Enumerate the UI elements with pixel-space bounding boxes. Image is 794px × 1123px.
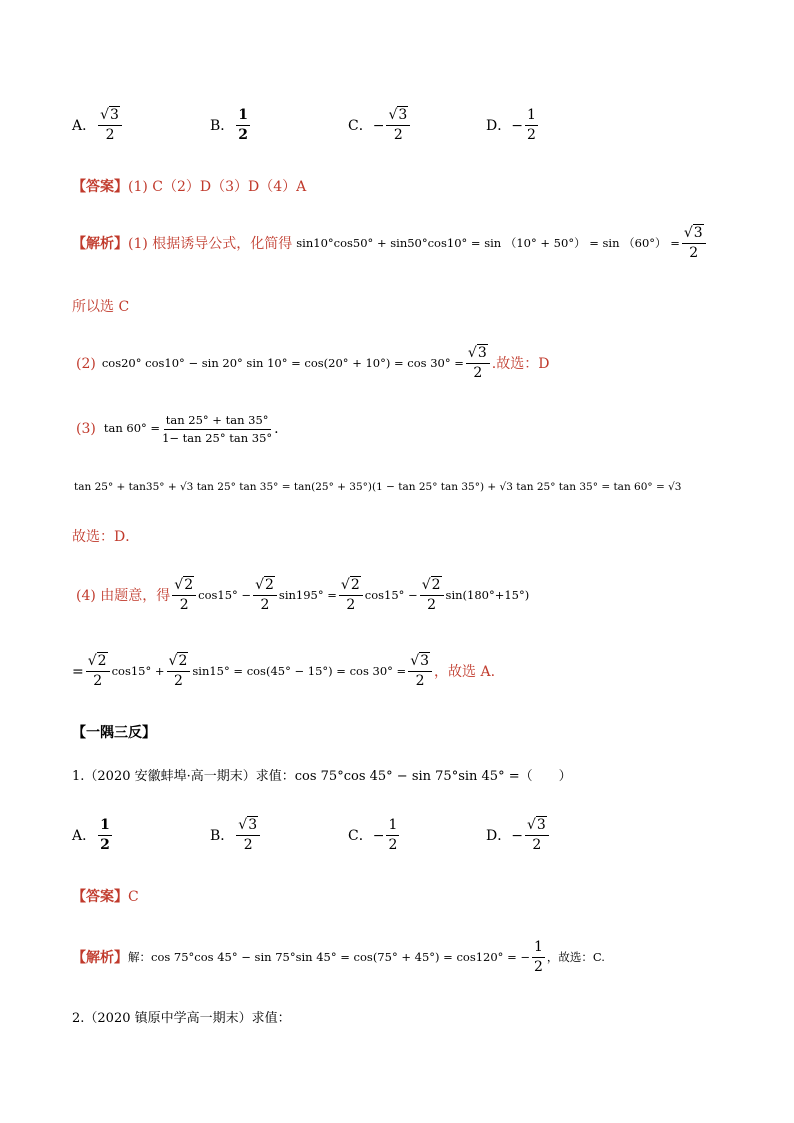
denominator: 2 bbox=[415, 673, 425, 690]
term: sin195° = bbox=[278, 588, 337, 603]
sqrt-radicand: 3 bbox=[110, 107, 119, 123]
denominator: 2 bbox=[427, 597, 437, 614]
question-1-stem: 1.（2020 安徽蚌埠·高一期末）求值：cos 75°cos 45° − sin 75°sin 45° =（ ） bbox=[72, 769, 572, 784]
step-end: . bbox=[274, 421, 279, 438]
numerator: 1 bbox=[98, 818, 112, 836]
step-suffix: ，故选 A. bbox=[434, 663, 496, 680]
fraction bbox=[236, 108, 250, 144]
denominator: 2 bbox=[93, 673, 103, 690]
term: cos15° − bbox=[198, 588, 252, 603]
fraction bbox=[532, 940, 545, 976]
analysis-tag: 【解析】 bbox=[72, 949, 128, 966]
fraction bbox=[386, 818, 399, 854]
minus-sign: − bbox=[511, 117, 523, 134]
sqrt-radicand: 2 bbox=[431, 577, 441, 593]
sqrt-radicand: 3 bbox=[693, 225, 703, 241]
term: cos15° + bbox=[111, 664, 165, 679]
step-prefix: (2) bbox=[76, 355, 96, 372]
fraction bbox=[525, 108, 538, 144]
denominator: 2 bbox=[532, 837, 542, 854]
fraction: $\frac{√3}{2}$ bbox=[236, 818, 260, 854]
analysis-text: 解：cos 75°cos 45° − sin 75°sin 45° = cos(75° + 45°) = cos120° = − bbox=[128, 950, 530, 965]
prev-options-row bbox=[72, 108, 732, 148]
fraction: $\frac{√3}{2}$ bbox=[386, 108, 410, 144]
fraction: $\frac{√2}{2}$ bbox=[339, 578, 363, 614]
fraction: $\frac{√2}{2}$ bbox=[253, 578, 277, 614]
fraction: $\frac{√3}{2}$ bbox=[466, 346, 490, 382]
minus-sign: − bbox=[372, 117, 385, 134]
fraction: $\frac{√2}{2}$ bbox=[420, 578, 444, 614]
q1-option-d[interactable] bbox=[486, 818, 551, 854]
option-label: A． bbox=[72, 827, 97, 844]
option-label: C． bbox=[348, 827, 373, 844]
fraction: $\frac{√3}{2}$ bbox=[408, 654, 432, 690]
fraction bbox=[98, 818, 112, 854]
prev-option-d[interactable] bbox=[486, 108, 540, 144]
denominator: 2 bbox=[346, 597, 356, 614]
option-label: B． bbox=[210, 827, 235, 844]
sqrt-radicand: 3 bbox=[536, 817, 546, 833]
sqrt-radicand: 2 bbox=[350, 577, 360, 593]
prev-option-a[interactable] bbox=[72, 108, 124, 144]
minus-sign: − bbox=[372, 827, 385, 844]
analysis-line-2 bbox=[72, 940, 605, 976]
option-label: C． bbox=[348, 117, 373, 134]
fraction: $\frac{√3}{2}$ bbox=[98, 108, 122, 144]
option-label: D． bbox=[486, 117, 512, 134]
prev-option-c[interactable] bbox=[348, 108, 412, 144]
answer-text: C bbox=[128, 889, 139, 905]
denominator: 2 bbox=[260, 597, 270, 614]
sqrt-radicand: 2 bbox=[97, 653, 107, 669]
step-2 bbox=[76, 346, 549, 382]
step-4-line bbox=[72, 654, 495, 690]
sqrt-radicand: 2 bbox=[265, 577, 274, 593]
q1-option-b[interactable] bbox=[210, 818, 262, 854]
denominator: 2 bbox=[534, 959, 543, 976]
numerator: tan 25° + tan 35° bbox=[164, 414, 271, 430]
denominator: 2 bbox=[105, 127, 115, 144]
step-3-line: tan 25° + tan35° + √3 tan 25° tan 35° = tan(25° + 35°)(1 − tan 25° tan 35°) + √3 tan 25° tan 35° = tan 60° = √3 bbox=[74, 481, 682, 493]
denominator: 2 bbox=[473, 365, 483, 382]
option-label: A． bbox=[72, 117, 97, 134]
section-title: 【一隅三反】 bbox=[72, 725, 156, 741]
answer-line-2 bbox=[72, 890, 139, 904]
term: sin15° = cos(45° − 15°) = cos 30° = bbox=[192, 664, 407, 679]
q1-options-row bbox=[72, 818, 732, 858]
fraction: $\frac{√3}{2}$ bbox=[525, 818, 549, 854]
option-label: D． bbox=[486, 827, 512, 844]
denominator: 2 bbox=[689, 245, 699, 262]
fraction: $\frac{√3}{2}$ bbox=[682, 226, 706, 262]
question-2-stem: 2.（2020 镇原中学高一期末）求值： bbox=[72, 1011, 291, 1026]
sqrt-radicand: 2 bbox=[184, 577, 194, 593]
option-label: B． bbox=[210, 117, 235, 134]
denominator: 2 bbox=[388, 837, 398, 854]
numerator: 1 bbox=[236, 108, 250, 126]
step-lhs: tan 60° = bbox=[103, 421, 161, 436]
denominator: 2 bbox=[393, 127, 403, 144]
denominator: 2 bbox=[173, 673, 183, 690]
analysis-tag: 【解析】 bbox=[72, 235, 128, 252]
denominator: 2 bbox=[179, 597, 189, 614]
denominator: 2 bbox=[238, 127, 249, 144]
step-3-select: 故选：D． bbox=[72, 529, 140, 545]
numerator: 1 bbox=[525, 108, 538, 126]
q1-option-a[interactable] bbox=[72, 818, 114, 854]
fraction bbox=[162, 414, 272, 444]
sqrt-radicand: 3 bbox=[398, 107, 408, 123]
q1-option-c[interactable] bbox=[348, 818, 401, 854]
sqrt-radicand: 3 bbox=[420, 653, 430, 669]
minus-sign: − bbox=[511, 827, 523, 844]
analysis-suffix: ，故选：C. bbox=[546, 950, 605, 965]
answer-tag: 【答案】 bbox=[72, 889, 128, 905]
fraction: $\frac{√2}{2}$ bbox=[167, 654, 191, 690]
analysis-intro: (1) 根据诱导公式，化简得 bbox=[128, 235, 293, 252]
denominator: 2 bbox=[243, 837, 253, 854]
answer-text: (1) C（2）D（3）D（4）A bbox=[128, 179, 307, 195]
analysis-line-1 bbox=[72, 226, 708, 262]
step-formula: cos20° cos10° − sin 20° sin 10° = cos(20° + 10°) = cos 30° = bbox=[101, 356, 464, 371]
fraction: $\frac{√2}{2}$ bbox=[172, 578, 196, 614]
sqrt-radicand: 2 bbox=[178, 653, 188, 669]
denominator: 2 bbox=[100, 837, 110, 854]
answer-line-1 bbox=[72, 180, 306, 194]
step-prefix: (4) 由题意，得 bbox=[76, 587, 171, 604]
fraction: $\frac{√2}{2}$ bbox=[86, 654, 110, 690]
prev-option-b[interactable] bbox=[210, 108, 252, 144]
answer-tag: 【答案】 bbox=[72, 179, 128, 195]
term: cos15° − bbox=[364, 588, 418, 603]
sqrt-radicand: 3 bbox=[477, 345, 487, 361]
step-3 bbox=[76, 414, 279, 444]
term: sin(180°+15°) bbox=[445, 588, 530, 603]
step-4 bbox=[76, 578, 529, 614]
numerator: 1 bbox=[532, 940, 545, 958]
step-suffix: .故选：D bbox=[491, 355, 550, 372]
equals-sign: = bbox=[72, 663, 84, 680]
analysis-formula: sin10°cos50° + sin50°cos10° = sin （10° + 50°） = sin （60°） = bbox=[296, 236, 680, 251]
denominator: 2 bbox=[526, 127, 536, 144]
select-c-line: 所以选 C bbox=[72, 299, 130, 315]
numerator: 1 bbox=[386, 818, 399, 836]
step-prefix: (3) bbox=[76, 421, 96, 438]
denominator: 1− tan 25° tan 35° bbox=[162, 430, 273, 445]
sqrt-radicand: 3 bbox=[248, 817, 258, 833]
